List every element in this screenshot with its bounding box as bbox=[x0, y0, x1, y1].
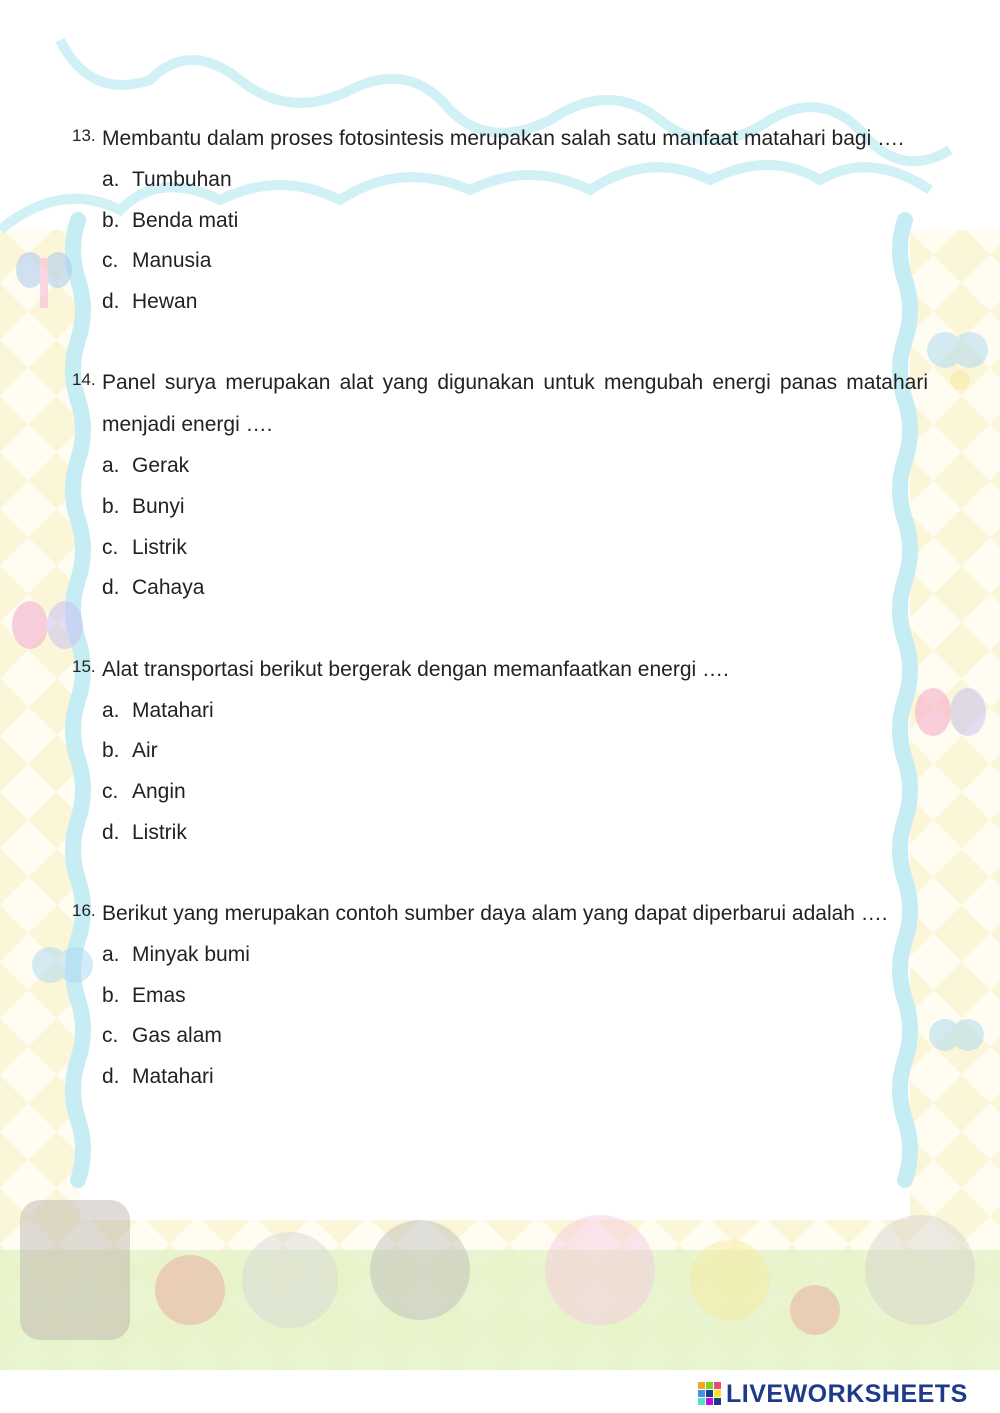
answer-option[interactable] bbox=[102, 241, 928, 282]
option-letter: d. bbox=[102, 820, 120, 844]
question-number: 14. bbox=[72, 370, 96, 390]
option-letter: c. bbox=[102, 779, 119, 803]
worksheet-content bbox=[72, 118, 928, 1138]
answer-option[interactable] bbox=[102, 976, 928, 1017]
question-13 bbox=[72, 118, 928, 322]
answer-options bbox=[102, 160, 928, 322]
option-label: Tumbuhan bbox=[132, 168, 232, 191]
option-letter: a. bbox=[102, 943, 120, 967]
option-letter: c. bbox=[102, 1024, 119, 1048]
option-letter: d. bbox=[102, 289, 120, 313]
answer-option[interactable] bbox=[102, 935, 928, 976]
answer-option[interactable] bbox=[102, 568, 928, 609]
option-label: Hewan bbox=[132, 289, 198, 313]
option-letter: a. bbox=[102, 168, 120, 191]
answer-option[interactable] bbox=[102, 160, 928, 201]
option-letter: d. bbox=[102, 576, 120, 600]
question-15 bbox=[72, 649, 928, 853]
option-letter: a. bbox=[102, 454, 120, 478]
answer-option[interactable] bbox=[102, 1016, 928, 1057]
answer-option[interactable] bbox=[102, 731, 928, 772]
answer-option[interactable] bbox=[102, 772, 928, 813]
option-label: Listrik bbox=[132, 535, 187, 559]
option-letter: d. bbox=[102, 1064, 120, 1088]
option-label: Benda mati bbox=[132, 208, 239, 232]
option-label: Matahari bbox=[132, 698, 214, 722]
answer-options bbox=[102, 935, 928, 1097]
question-number: 15. bbox=[72, 656, 96, 676]
option-label: Angin bbox=[132, 779, 186, 803]
answer-option[interactable] bbox=[102, 1057, 928, 1098]
option-letter: b. bbox=[102, 983, 120, 1007]
liveworksheets-logo-icon bbox=[698, 1382, 722, 1406]
option-label: Matahari bbox=[132, 1064, 214, 1088]
question-text: Berikut yang merupakan contoh sumber daya alam yang dapat diperbarui adalah …. bbox=[102, 902, 888, 926]
answer-option[interactable] bbox=[102, 282, 928, 323]
option-label: Air bbox=[132, 739, 158, 763]
option-label: Listrik bbox=[132, 820, 187, 844]
option-label: Emas bbox=[132, 983, 186, 1007]
answer-option[interactable] bbox=[102, 201, 928, 242]
question-16 bbox=[72, 893, 928, 1097]
answer-option[interactable] bbox=[102, 487, 928, 528]
option-letter: c. bbox=[102, 535, 119, 559]
option-letter: a. bbox=[102, 698, 120, 722]
option-label: Bunyi bbox=[132, 494, 185, 518]
answer-options bbox=[102, 446, 928, 608]
option-label: Manusia bbox=[132, 249, 212, 273]
option-letter: b. bbox=[102, 494, 120, 518]
grass-strip bbox=[0, 1250, 1000, 1370]
option-letter: c. bbox=[102, 249, 119, 273]
question-number: 16. bbox=[72, 901, 96, 921]
question-text: Panel surya merupakan alat yang digunakan untuk mengubah energi panas matahari menjadi energi …. bbox=[102, 371, 928, 437]
option-label: Minyak bumi bbox=[132, 943, 250, 967]
liveworksheets-logo[interactable] bbox=[698, 1378, 968, 1410]
answer-option[interactable] bbox=[102, 528, 928, 569]
question-number: 13. bbox=[72, 126, 96, 145]
liveworksheets-logo-text: LIVEWORKSHEETS bbox=[726, 1379, 968, 1408]
question-text: Alat transportasi berikut bergerak dengan memanfaatkan energi …. bbox=[102, 657, 729, 681]
answer-option[interactable] bbox=[102, 446, 928, 487]
answer-options bbox=[102, 691, 928, 853]
option-label: Gas alam bbox=[132, 1024, 222, 1048]
option-label: Gerak bbox=[132, 454, 190, 478]
question-text: Membantu dalam proses fotosintesis merupakan salah satu manfaat matahari bagi …. bbox=[102, 127, 904, 150]
answer-option[interactable] bbox=[102, 691, 928, 732]
option-letter: b. bbox=[102, 739, 120, 763]
question-14 bbox=[72, 362, 928, 608]
option-label: Cahaya bbox=[132, 576, 205, 600]
answer-option[interactable] bbox=[102, 813, 928, 854]
option-letter: b. bbox=[102, 208, 120, 232]
